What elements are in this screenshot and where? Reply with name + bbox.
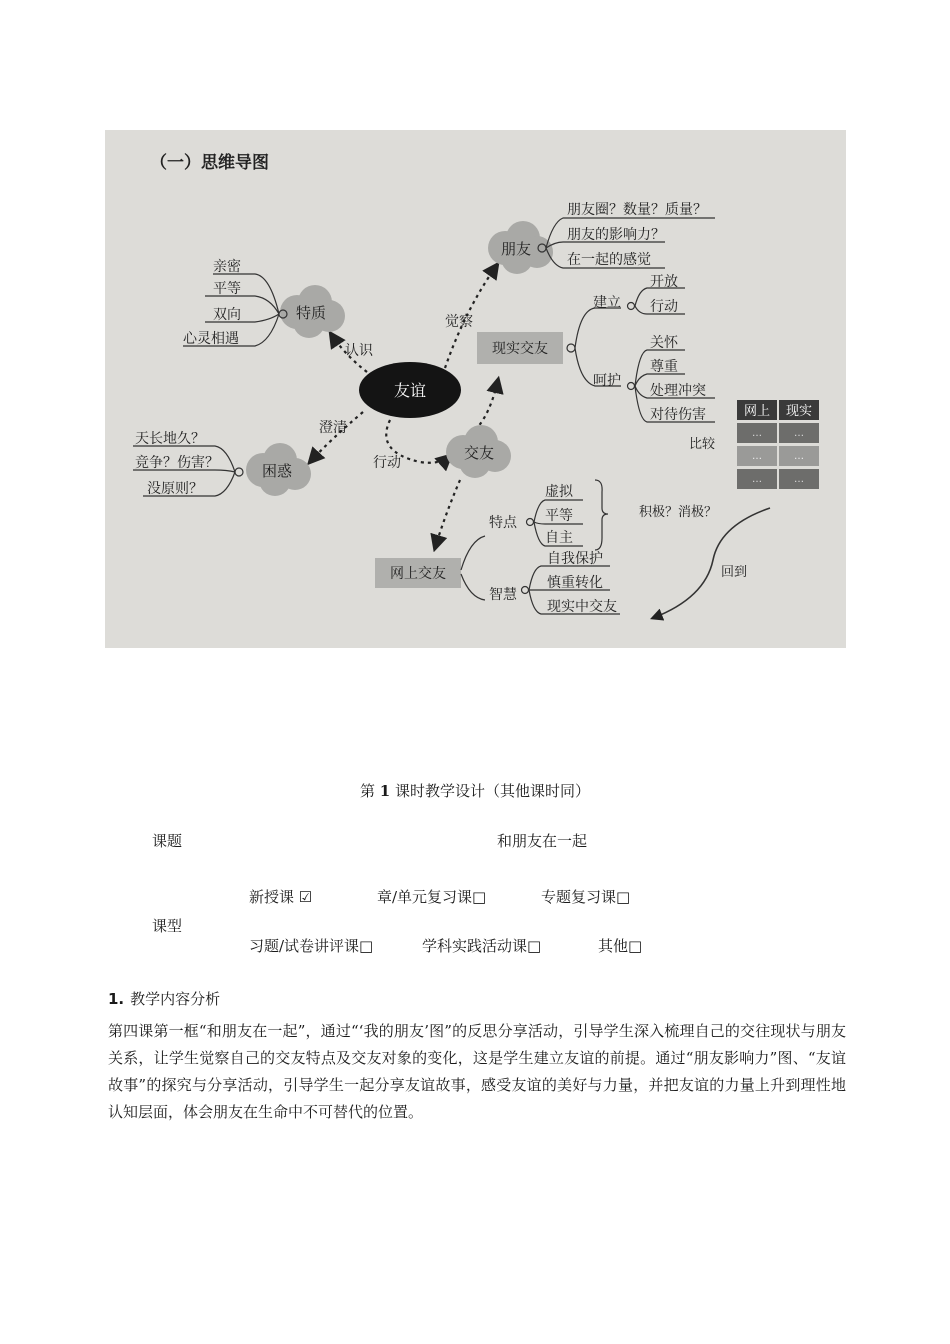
traits-item-1: 亲密 <box>213 259 241 275</box>
mindmap-heading: （一）思维导图 <box>150 153 269 173</box>
compare-cell: … <box>794 428 804 439</box>
type-option[interactable]: 新授课 ☑ <box>249 888 313 906</box>
friends-item-1: 朋友圈？数量？质量？ <box>567 202 707 218</box>
label-clarify: 澄清 <box>319 420 347 436</box>
friends-item-2: 朋友的影响力？ <box>567 227 665 243</box>
compare-col2: 现实 <box>785 404 813 419</box>
node-online: 网上交友 <box>390 566 446 582</box>
real-build: 建立 <box>593 295 621 311</box>
mindmap-diagram <box>105 130 846 648</box>
type-option[interactable]: 章/单元复习课□ <box>377 888 487 906</box>
node-traits: 特质 <box>295 304 327 322</box>
feature-item-3: 自主 <box>545 530 573 546</box>
type-option[interactable]: 习题/试卷讲评课□ <box>249 937 374 955</box>
heading-number: 1 <box>379 782 391 800</box>
section-title: 教学内容分析 <box>130 990 221 1008</box>
node-confusion: 困惑 <box>261 462 293 480</box>
traits-item-4: 心灵相遇 <box>183 331 239 347</box>
online-wisdom: 智慧 <box>489 587 517 603</box>
friends-item-3: 在一起的感觉 <box>567 252 651 268</box>
protect-item-3: 处理冲突 <box>650 383 706 399</box>
label-recognize: 认识 <box>345 343 373 359</box>
section-number: 1. <box>108 990 125 1008</box>
feature-item-1: 虚拟 <box>545 484 573 500</box>
compare-cell: … <box>752 451 762 462</box>
compare-cell: … <box>794 451 804 462</box>
traits-item-3: 双向 <box>213 307 241 323</box>
compare-cell: … <box>752 428 762 439</box>
heading-prefix: 第 <box>360 782 380 800</box>
node-friends: 朋友 <box>500 240 532 258</box>
protect-item-4: 对待伤害 <box>650 407 706 423</box>
feature-item-2: 平等 <box>545 508 573 524</box>
type-option[interactable]: 学科实践活动课□ <box>422 937 542 955</box>
node-real: 现实交友 <box>492 341 548 357</box>
question-label: 积极？消极？ <box>639 505 718 520</box>
heading-suffix: 课时教学设计（其他课时同） <box>390 782 590 800</box>
confusion-item-3: 没原则？ <box>147 481 203 497</box>
topic-value: 和朋友在一起 <box>497 832 588 850</box>
confusion-item-1: 天长地久？ <box>135 431 205 447</box>
back-label: 回到 <box>721 565 748 580</box>
compare-label: 比较 <box>689 437 716 452</box>
label-observe: 觉察 <box>445 314 473 330</box>
type-label: 课型 <box>152 917 183 935</box>
wisdom-item-1: 自我保护 <box>547 551 603 567</box>
lesson-heading <box>0 780 950 801</box>
type-option[interactable]: 其他□ <box>598 937 643 955</box>
node-making: 交友 <box>463 444 495 462</box>
compare-cell: … <box>752 474 762 485</box>
compare-cell: … <box>794 474 804 485</box>
compare-col1: 网上 <box>743 404 771 419</box>
label-act: 行动 <box>373 455 401 471</box>
build-item-1: 开放 <box>650 274 678 290</box>
type-option[interactable]: 专题复习课□ <box>541 888 631 906</box>
wisdom-item-3: 现实中交友 <box>547 599 617 615</box>
topic-label: 课题 <box>152 832 183 850</box>
traits-item-2: 平等 <box>213 281 241 297</box>
protect-item-2: 尊重 <box>650 359 678 375</box>
build-item-2: 行动 <box>650 299 678 315</box>
center-label: 友谊 <box>393 381 427 400</box>
protect-item-1: 关怀 <box>650 335 678 351</box>
section-heading <box>108 988 220 1009</box>
wisdom-item-2: 慎重转化 <box>547 575 603 591</box>
online-features: 特点 <box>489 515 517 531</box>
real-protect: 呵护 <box>593 373 621 389</box>
mindmap-photo <box>105 130 846 648</box>
content-analysis-paragraph: 第四课第一框“和朋友在一起”，通过“‘我的朋友’图”的反思分享活动，引导学生深入梳理自己的交往现状与朋友关系，让学生觉察自己的交友特点及交友对象的变化，这是学生建立友谊的前提。通过“朋友影响力”图、“友谊故事”的探究与分享活动，引导学生一起分享友谊故事，感受友谊的美好与力量，并把友谊的力量上升到理性地认知层面，体会朋友在生命中不可替代的位置。 <box>108 1022 846 1121</box>
confusion-item-2: 竞争？伤害？ <box>135 455 219 471</box>
